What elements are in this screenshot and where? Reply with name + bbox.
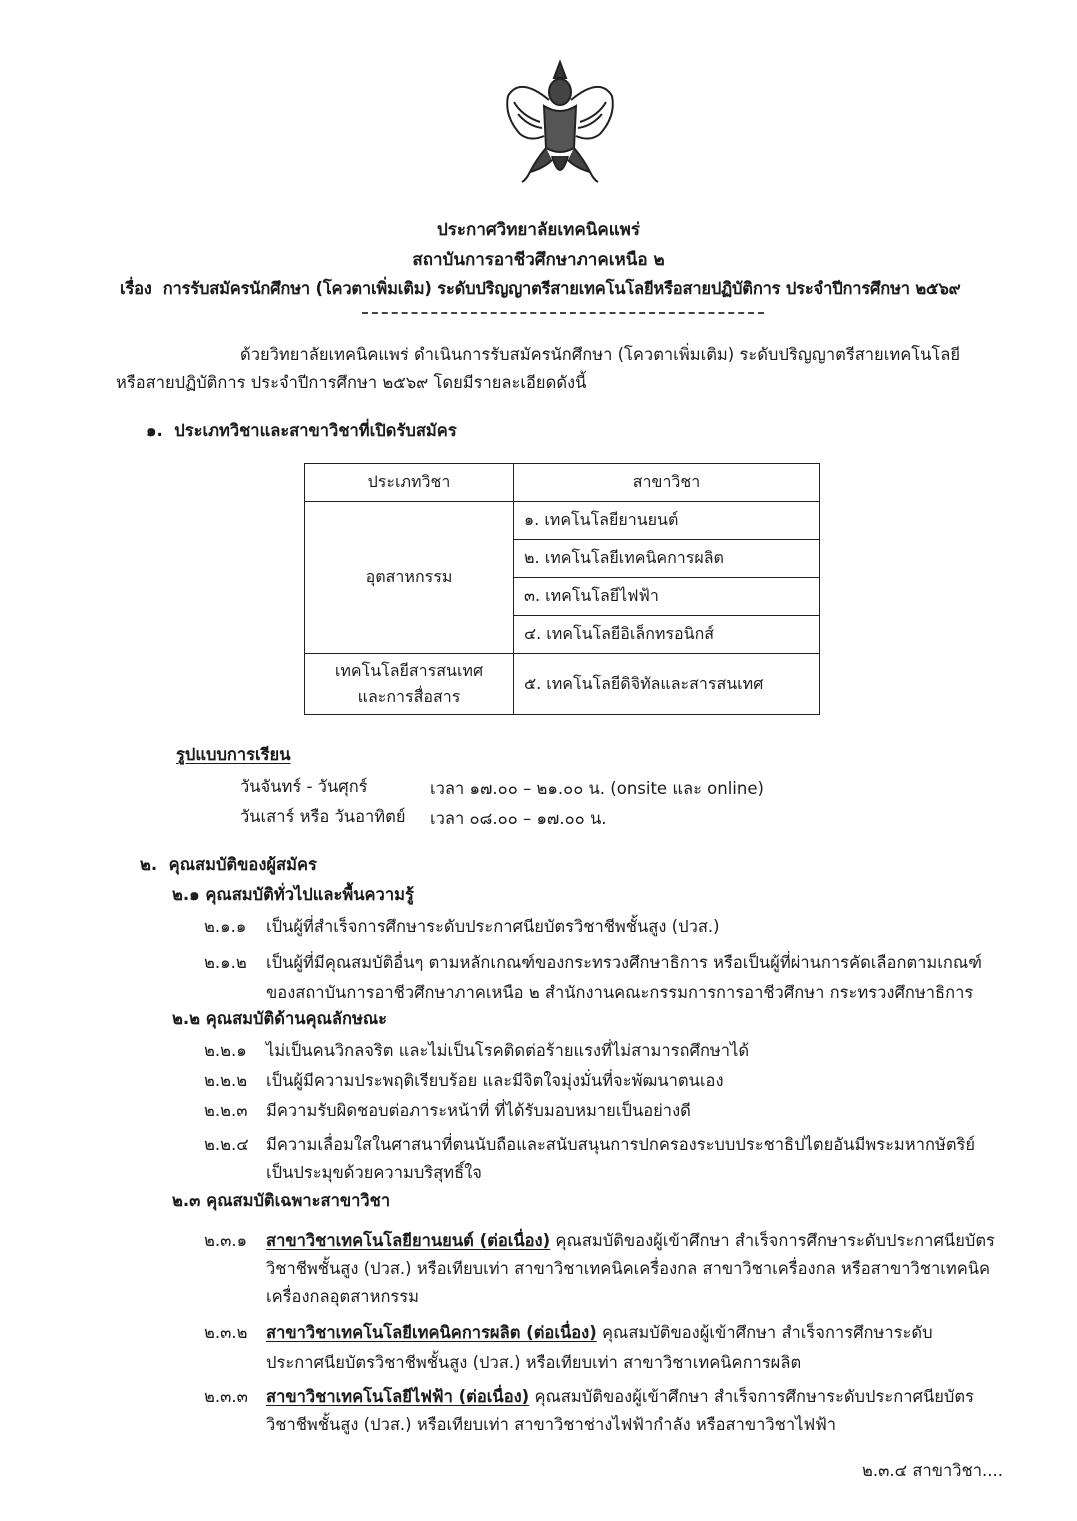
item-number: ๒.๒.๓ [204, 1101, 248, 1120]
major-item: ๑. เทคโนโลยียานยนต์ [514, 502, 820, 540]
item-number: ๒.๒.๒ [204, 1071, 248, 1090]
s23-title: ๒.๓ คุณสมบัติเฉพาะสาขาวิชา [172, 1191, 391, 1210]
subject-label: เรื่อง [120, 279, 152, 298]
item-number: ๒.๓.๑ [204, 1231, 248, 1250]
header-subject [120, 276, 960, 302]
item-text-cont: ของสถาบันการอาชีวศึกษาภาคเหนือ ๒ สำนักงานคณะกรรมการการอาชีวศึกษา กระทรวงศึกษาธิการ [266, 983, 974, 1002]
item-text [266, 1228, 995, 1254]
item-number: ๒.๑.๑ [204, 917, 247, 936]
item-text-cont: วิชาชีพชั้นสูง (ปวส.) หรือเทียบเท่า สาขาวิชาเทคนิคเครื่องกล สาขาวิชาเครื่องกล หรือสาขาวิชาเทคนิค [266, 1259, 991, 1278]
table-header-row [305, 464, 820, 502]
section1-title: ประเภทวิชาและสาขาวิชาที่เปิดรับสมัคร [174, 421, 457, 440]
major-item: ๓. เทคโนโลยีไฟฟ้า [514, 578, 820, 616]
major-heading: สาขาวิชาเทคโนโลยีไฟฟ้า (ต่อเนื่อง) [266, 1387, 530, 1406]
item-text: มีความเลื่อมใสในศาสนาที่ตนนับถือและสนับสนุนการปกครองระบบประชาธิปไตยอันมีพระมหากษัตริย์ [266, 1135, 976, 1154]
item-text [266, 1384, 974, 1410]
program-table [304, 463, 820, 715]
item-text [266, 1320, 933, 1346]
section2-title: คุณสมบัติของผู้สมัคร [168, 855, 317, 874]
section2-number: ๒. [140, 855, 158, 874]
item-text-body: คุณสมบัติของผู้เข้าศึกษา สำเร็จการศึกษาระดับ [596, 1323, 933, 1342]
item-text-cont: ประกาศนียบัตรวิชาชีพชั้นสูง (ปวส.) หรือเทียบเท่า สาขาวิชาเทคนิคการผลิต [266, 1353, 802, 1372]
header-title: ประกาศวิทยาลัยเทคนิคแพร่ [437, 220, 640, 240]
major-item: ๒. เทคโนโลยีเทคนิคการผลิต [514, 540, 820, 578]
major-heading: สาขาวิชาเทคโนโลยีเทคนิคการผลิต (ต่อเนื่อง) [266, 1323, 597, 1342]
item-text: มีความรับผิดชอบต่อภาระหน้าที่ ที่ได้รับมอบหมายเป็นอย่างดี [266, 1101, 691, 1120]
section2-heading [140, 852, 317, 878]
section1-number: ๑. [146, 421, 163, 440]
category-ict [305, 654, 514, 715]
header-institute: สถาบันการอาชีวศึกษาภาคเหนือ ๒ [412, 250, 665, 270]
study-time-weekend: เวลา ๐๘.๐๐ – ๑๗.๐๐ น. [430, 809, 607, 828]
subject-text: การรับสมัครนักศึกษา (โควตาเพิ่มเติม) ระดับปริญญาตรีสายเทคโนโลยีหรือสายปฏิบัติการ ประจำปีการศึกษา ๒๕๖๙ [162, 279, 961, 298]
item-number: ๒.๒.๑ [204, 1041, 247, 1060]
section1-heading [146, 418, 457, 444]
study-days-weekday: วันจันทร์ - วันศุกร์ [240, 777, 368, 796]
item-text-cont: เป็นประมุขด้วยความบริสุทธิ์ใจ [266, 1163, 482, 1182]
category-industry: อุตสาหกรรม [305, 502, 514, 654]
table-header-category: ประเภทวิชา [305, 464, 514, 502]
item-text: เป็นผู้ที่สำเร็จการศึกษาระดับประกาศนียบัตรวิชาชีพชั้นสูง (ปวส.) [266, 917, 720, 936]
category-ict-line2: และการสื่อสาร [357, 687, 461, 706]
intro-line-1: ด้วยวิทยาลัยเทคนิคแพร่ ดำเนินการรับสมัครนักศึกษา (โควตาเพิ่มเติม) ระดับปริญญาตรีสายเทคโนโลยี [240, 345, 961, 364]
item-number: ๒.๒.๔ [204, 1135, 249, 1154]
garuda-emblem-icon [500, 56, 620, 188]
major-heading: สาขาวิชาเทคโนโลยียานยนต์ (ต่อเนื่อง) [266, 1231, 551, 1250]
header-divider [362, 312, 764, 314]
item-number: ๒.๓.๒ [204, 1323, 248, 1342]
s22-title: ๒.๒ คุณสมบัติด้านคุณลักษณะ [172, 1009, 387, 1028]
study-format-title: รูปแบบการเรียน [176, 745, 291, 764]
item-number: ๒.๓.๓ [204, 1387, 248, 1406]
item-text: เป็นผู้ที่มีคุณสมบัติอื่นๆ ตามหลักเกณฑ์ของกระทรวงศึกษาธิการ หรือเป็นผู้ที่ผ่านการคัดเลือกตามเกณฑ์ [266, 953, 982, 972]
item-text-body: คุณสมบัติของผู้เข้าศึกษา สำเร็จการศึกษาระดับประกาศนียบัตร [550, 1231, 995, 1250]
major-item: ๕. เทคโนโลยีดิจิทัลและสารสนเทศ [514, 654, 820, 715]
study-days-weekend: วันเสาร์ หรือ วันอาทิตย์ [240, 807, 406, 826]
category-ict-line1: เทคโนโลยีสารสนเทศ [334, 661, 484, 680]
major-item: ๔. เทคโนโลยีอิเล็กทรอนิกส์ [514, 616, 820, 654]
continued-footer: ๒.๓.๔ สาขาวิชา.... [862, 1461, 1003, 1480]
item-text: ไม่เป็นคนวิกลจริต และไม่เป็นโรคติดต่อร้ายแรงที่ไม่สามารถศึกษาได้ [266, 1041, 750, 1060]
table-header-major: สาขาวิชา [514, 464, 820, 502]
intro-line-2: หรือสายปฏิบัติการ ประจำปีการศึกษา ๒๕๖๙ โดยมีรายละเอียดดังนี้ [116, 373, 587, 392]
item-text-cont: วิชาชีพชั้นสูง (ปวส.) หรือเทียบเท่า สาขาวิชาช่างไฟฟ้ากำลัง หรือสาขาวิชาไฟฟ้า [266, 1415, 837, 1434]
item-text: เป็นผู้มีความประพฤติเรียบร้อย และมีจิตใจมุ่งมั่นที่จะพัฒนาตนเอง [266, 1071, 724, 1090]
item-number: ๒.๑.๒ [204, 953, 247, 972]
table-row [305, 654, 820, 715]
s21-title: ๒.๑ คุณสมบัติทั่วไปและพื้นความรู้ [172, 885, 414, 904]
table-row [305, 502, 820, 540]
study-time-weekday: เวลา ๑๗.๐๐ – ๒๑.๐๐ น. (onsite และ online) [430, 779, 764, 798]
item-text-cont: เครื่องกลอุตสาหกรรม [266, 1287, 420, 1306]
item-text-body: คุณสมบัติของผู้เข้าศึกษา สำเร็จการศึกษาระดับประกาศนียบัตร [529, 1387, 974, 1406]
